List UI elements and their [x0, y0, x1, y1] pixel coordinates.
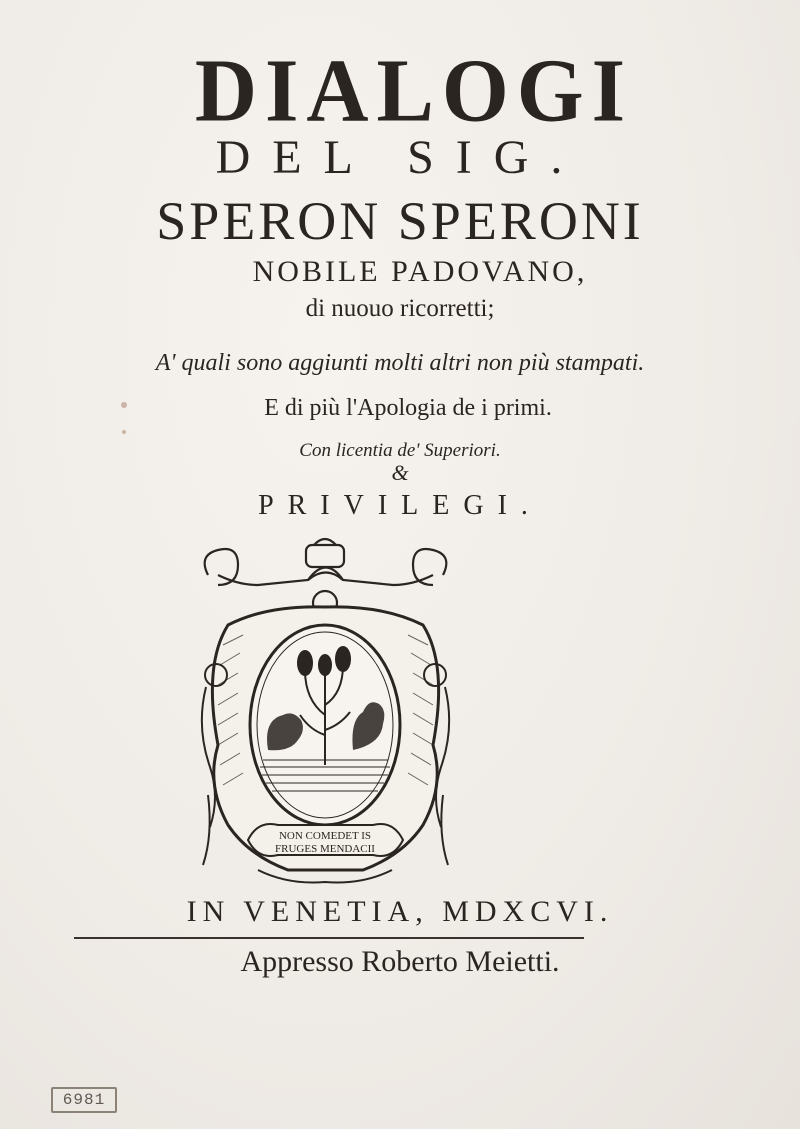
author-detail: NOBILE PADOVANO, — [252, 255, 588, 288]
privilege-note: PRIVILEGI. — [258, 490, 542, 521]
motto-line-1: NON COMEDET IS — [278, 830, 372, 842]
foxing-spot — [121, 402, 127, 408]
foxing-spot — [122, 430, 126, 434]
imprint-place: IN VENETIA, MDXCVI. — [186, 895, 614, 928]
ampersand: & — [391, 460, 409, 485]
author-name: SPERON SPERONI — [156, 191, 644, 251]
printer-device-woodcut — [188, 535, 463, 890]
motto-line-2: FRUGES MENDACII — [275, 843, 375, 855]
printer-name: Appresso Roberto Meietti. — [240, 945, 560, 978]
license-note: Con licentia de' Superiori. — [299, 440, 501, 461]
imprint-rule — [74, 937, 584, 939]
apologia-note: E di più l'Apologia de i primi. — [264, 395, 552, 421]
edition-note: di nuouo ricorretti; — [305, 295, 495, 322]
additions-note: A' quali sono aggiunti molti altri non più stampati. — [155, 350, 645, 376]
book-title: DIALOGI — [194, 39, 634, 141]
book-subtitle: DEL SIG. — [215, 131, 585, 184]
library-stamp: 6981 — [51, 1087, 117, 1113]
